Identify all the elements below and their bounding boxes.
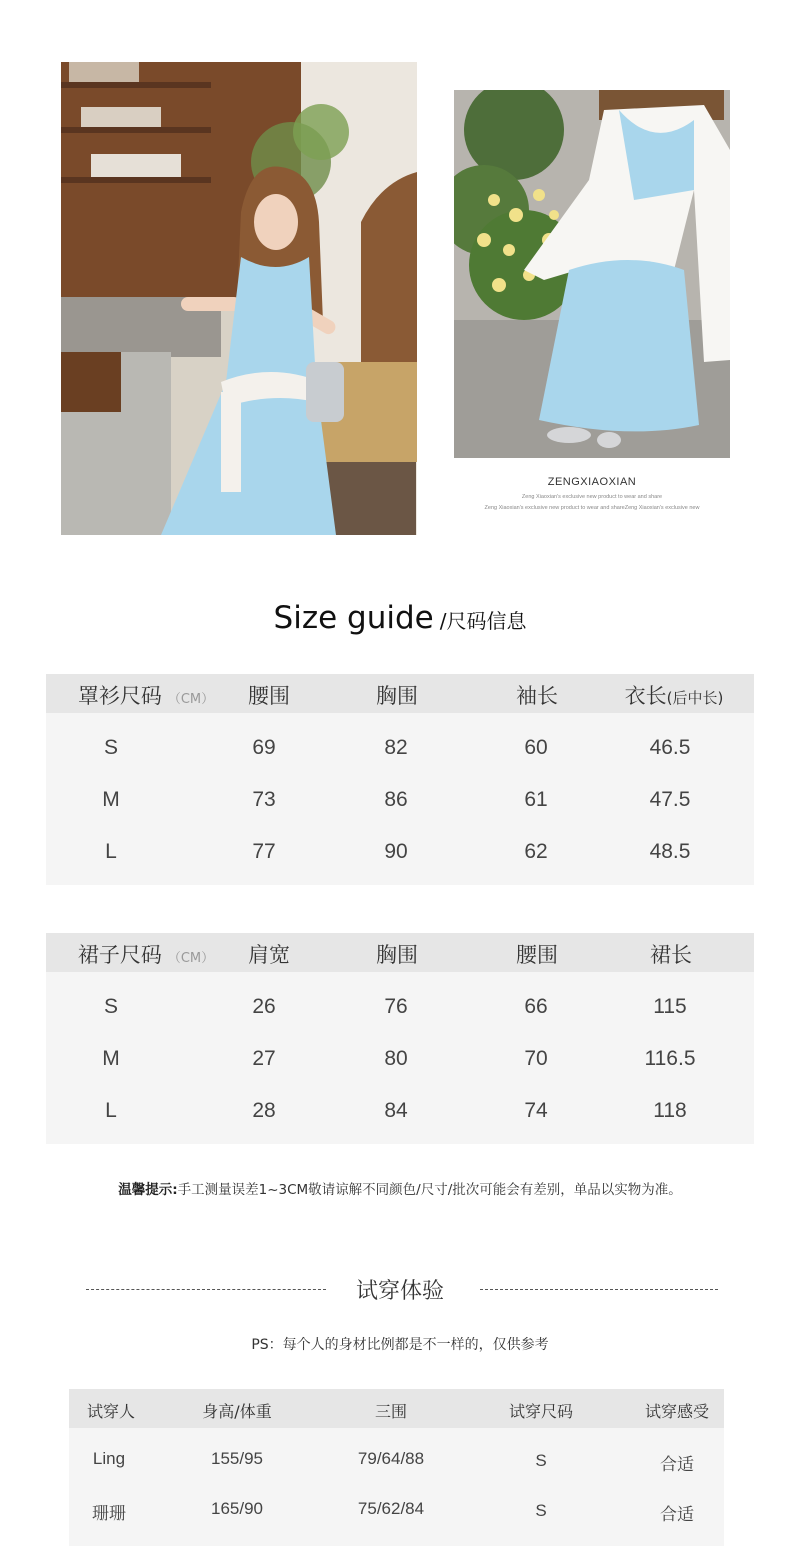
row-value: 60 [524,736,548,759]
header-col-4-text: 衣长 [624,684,667,708]
brand-tagline-2: Zeng Xiaoxian's exclusive new product to wear and shareZeng Xiaoxian's exclusive new [484,505,700,511]
row-value: 47.5 [649,788,691,811]
row-size: M [102,1047,120,1070]
product-photo-garden [454,90,730,458]
try-on-ps: PS：每个人的身材比例都是不一样的，仅供参考 [251,1337,549,1353]
header-col-4: 试穿尺码 [508,1402,573,1421]
row-value: 76 [384,995,408,1018]
header-col-2: 身高/体重 [202,1402,272,1421]
row-size: L [105,1099,117,1122]
row-value: 61 [524,788,548,811]
row-value: 115 [653,995,687,1018]
row-value: 82 [384,736,408,759]
header-col-3: 袖长 [516,684,558,708]
row-value: 46.5 [649,736,691,759]
row-value: 86 [384,788,408,811]
tryer-height-weight: 165/90 [211,1499,263,1518]
table-header [46,933,754,972]
skirt-size-table [46,933,754,1144]
tryer-feeling: 合适 [660,1505,694,1524]
row-value: 73 [252,788,276,811]
row-size: S [103,995,118,1018]
header-col-4 [594,680,754,710]
header-col-2: 胸围 [376,684,418,708]
header-unit: （CM） [167,951,215,966]
row-value: 26 [252,995,276,1018]
tryer-measurements: 75/62/84 [357,1499,425,1518]
header-col-5: 试穿感受 [644,1402,709,1421]
row-size: S [103,736,118,759]
table-header [46,674,754,713]
row-value: 66 [524,995,548,1018]
header-col-2: 胸围 [376,943,418,967]
tryer-name: Ling [92,1449,126,1468]
measurement-notice [0,1178,800,1198]
header-unit: （CM） [167,692,215,707]
row-value: 90 [384,840,408,863]
table-header [69,1389,724,1428]
product-photo-cafe [61,62,417,535]
row-value: 80 [384,1047,408,1070]
header-col-1: 试穿人 [86,1402,135,1421]
row-value: 118 [653,1099,687,1122]
row-value: 74 [524,1099,548,1122]
header-col-4-note: (后中长) [666,689,724,707]
header-col-3: 三围 [374,1402,407,1421]
brand-tagline-1: Zeng Xiaoxian's exclusive new product to wear and share [521,494,663,500]
size-guide-title [0,600,800,636]
header-label-text: 裙子尺码 [77,943,162,967]
row-value: 28 [252,1099,276,1122]
row-value: 116.5 [644,1047,696,1070]
try-on-title: 试穿体验 [355,1279,444,1304]
header-col-3: 腰围 [516,943,558,967]
row-value: 84 [384,1099,408,1122]
tryer-height-weight: 155/95 [211,1449,263,1468]
tryer-name: 珊珊 [92,1504,126,1523]
row-value: 48.5 [649,840,691,863]
tryer-feeling: 合适 [660,1455,694,1474]
header-col-1: 腰围 [248,684,290,708]
notice-label: 温馨提示: [118,1182,178,1198]
top-size-table [46,674,754,885]
row-value: 70 [524,1047,548,1070]
row-value: 77 [252,840,276,863]
tryer-size: S [535,1501,547,1520]
size-guide-title-cn: /尺码信息 [439,609,527,633]
row-value: 69 [252,736,276,759]
size-guide-title-en: Size guide [273,600,434,636]
row-value: 62 [524,840,548,863]
tryer-size: S [535,1451,547,1470]
tryer-measurements: 79/64/88 [357,1449,425,1468]
brand-name: ZENGXIAOXIAN [547,476,637,488]
row-value: 27 [252,1047,276,1070]
header-label-text: 罩衫尺码 [77,684,162,708]
notice-text: 手工测量误差1~3CM敬请谅解不同颜色/尺寸/批次可能会有差别，单品以实物为准。 [177,1182,682,1198]
header-col-1: 肩宽 [248,943,290,967]
try-on-table [69,1389,724,1546]
row-size: M [102,788,120,811]
header-col-4: 裙长 [650,943,692,967]
row-size: L [105,840,117,863]
